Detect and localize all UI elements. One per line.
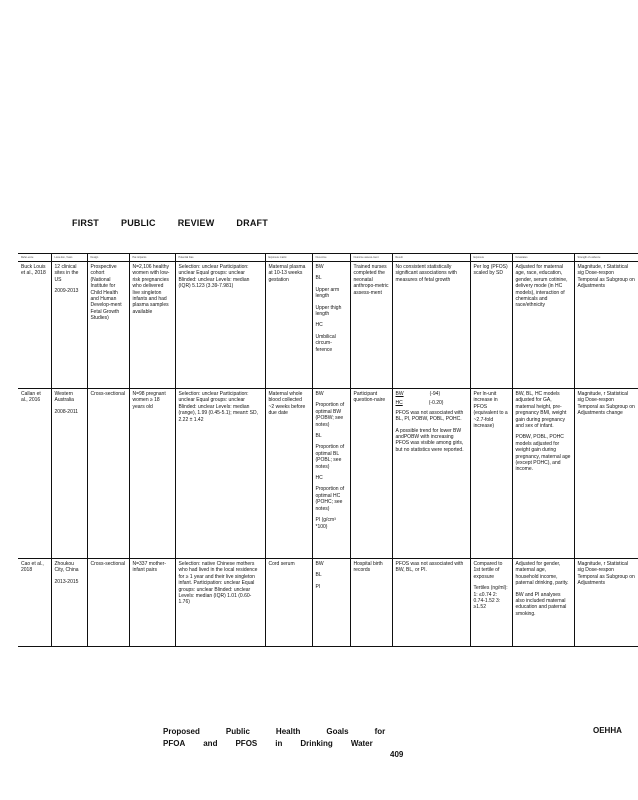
table-body — [18, 262, 638, 647]
column-header: Design — [87, 254, 129, 262]
column-header: Outcome assess-ment — [350, 254, 392, 262]
result-line — [396, 391, 467, 397]
org-name: OEHHA — [593, 726, 622, 735]
outcome-text: BL — [315, 433, 322, 440]
location-text: 2008-2011 — [54, 408, 79, 415]
cell-participants — [129, 389, 175, 559]
footer-word: in — [275, 739, 283, 748]
cell-exposure — [470, 262, 512, 389]
outcome-text: Upper thigh length — [315, 304, 342, 318]
outcome-text: BW — [315, 561, 324, 567]
outcome-text: Proportion of optimal BL (POBL; see notes) — [315, 444, 345, 470]
result-estimate: (-94) — [429, 391, 441, 397]
covariates-text: BW and PI analyses also included maternal education and paternal smoking. — [515, 591, 567, 617]
cell-design — [87, 262, 129, 389]
assessment-text: Hospital birth records — [353, 561, 383, 574]
result-line — [396, 400, 467, 406]
cell-evidence — [574, 389, 638, 559]
draft-word: FIRST — [72, 218, 99, 228]
outcome-text: BW — [315, 391, 324, 397]
evidence-text: Magnitude, r Statistical sig Dose-respon Temporal as Subgroup on Adjustments — [577, 264, 635, 290]
result-outcome: HC — [395, 400, 403, 407]
evidence-text: Magnitude, r Statistical sig Dose-respon Temporal as Subgroup on Adjustments change — [577, 391, 635, 417]
footer-word: Drinking — [300, 739, 333, 748]
column-header: Par-ticipants — [129, 254, 175, 262]
cell-participants — [129, 559, 175, 647]
location-text: 2013-2015 — [54, 578, 79, 585]
table-row — [18, 389, 638, 559]
page-number: 409 — [390, 750, 404, 759]
cell-covariates — [512, 559, 574, 647]
result-text: PFOS was not associated with BL, PI, POBW, POBL, POHC. — [395, 409, 464, 423]
footer-word: for — [374, 727, 386, 736]
result-estimate: (-0.20) — [428, 400, 444, 407]
cell-outcome — [312, 262, 350, 389]
cell-design — [87, 559, 129, 647]
cell-location — [51, 559, 87, 647]
cell-reference — [18, 389, 51, 559]
matrix-text: Cord serum — [268, 561, 295, 567]
covariates-text: Adjusted for gender, maternal age, household income, paternal drinking, parity. — [515, 561, 569, 587]
cell-covariates — [512, 262, 574, 389]
location-text: 12 clinical sites in the US — [54, 264, 79, 283]
result-text: A possible trend for lower BW andPOBW with increasing PFOS was visible among girls, but no statistics were reported. — [395, 427, 464, 453]
cell-evidence — [574, 559, 638, 647]
cell-exposure — [470, 559, 512, 647]
outcome-text: HC — [315, 322, 323, 329]
outcome-text: Proportion of optimal HC (POHC; see notes) — [315, 486, 345, 512]
outcome-text: PI (g/cm³ *100) — [315, 517, 336, 530]
footer-word: Health — [275, 727, 301, 736]
design-text: Prospective cohort (National Institute for Child Health and Human Develop-ment Fetal Growth Studies) — [90, 264, 122, 322]
footer-word: Water — [350, 739, 373, 748]
covariates-text: POBW, POBL, POHC models adjusted for weight gain during pregnancy, maternal age (except POHC), and income. — [515, 434, 571, 473]
footer-word: Public — [225, 727, 250, 736]
outcome-text: PI — [315, 583, 321, 590]
cell-matrix — [265, 262, 312, 389]
bias-text: Selection: unclear Participation: unclear Equal groups: unclear Blinded: unclear Levels: median (range), 1.99 (0.45-5.1); mean± SD, 2.22 ± 1.42 — [178, 391, 258, 423]
column-header: Covariates — [512, 254, 574, 262]
column-header: Loca-tion, Years — [51, 254, 87, 262]
draft-header — [72, 218, 268, 228]
column-header: Strength of evidence — [574, 254, 638, 262]
footer-word: Proposed — [163, 727, 200, 736]
exposure-text: Per ln-unit increase in PFOS (equivalent to a ~2.7-fold increase) — [473, 391, 508, 430]
outcome-text: Umbilical circum-ference — [315, 333, 336, 353]
evidence-text: Magnitude, r Statistical sig Dose-respon Temporal as Subgroup on Adjustments — [577, 561, 635, 587]
column-header: Out-come — [312, 254, 350, 262]
result-text: No consistent statistically significant associations with measures of fetal growth — [395, 264, 457, 283]
draft-word: PUBLIC — [121, 218, 156, 228]
bias-text: Selection: native Chinese mothers who had lived in the local residence for ≥ 1 year and their live singleton infant. Participation: unclear Equal groups: unclear Blinded: unclear Levels: median (IQR) 1.01 (0.60-1.76) — [178, 561, 258, 606]
matrix-text: Maternal whole blood collected ~2 weeks before due date — [268, 391, 306, 417]
reference-text: Callan et al., 2016 — [21, 391, 41, 404]
cell-covariates — [512, 389, 574, 559]
cell-location — [51, 389, 87, 559]
cell-matrix — [265, 389, 312, 559]
outcome-text: HC — [315, 475, 323, 482]
outcome-text: BL — [315, 275, 322, 282]
result-text: PFOS was not associated with BW, BL, or PI. — [395, 561, 464, 574]
draft-word: DRAFT — [236, 218, 268, 228]
cell-exposure — [470, 389, 512, 559]
location-text: Zhoukou City, China — [54, 561, 79, 574]
cell-result — [392, 559, 470, 647]
participants-text: N=2,106 healthy women with low-risk pregnancies who delivered live singleton infants and had plasma samples available — [132, 264, 170, 315]
cell-participants — [129, 262, 175, 389]
cell-bias — [175, 262, 265, 389]
cell-result — [392, 262, 470, 389]
outcome-text: BW — [315, 264, 324, 270]
footer-word: and — [203, 739, 218, 748]
outcome-text: Upper arm length — [315, 286, 340, 300]
participants-text: N=98 pregnant women ≥ 18 years old — [132, 391, 166, 410]
cell-bias — [175, 389, 265, 559]
cell-matrix — [265, 559, 312, 647]
column-header: Result — [392, 254, 470, 262]
draft-word: REVIEW — [177, 218, 215, 228]
cell-reference — [18, 262, 51, 389]
cell-outcome — [312, 389, 350, 559]
covariates-text: BW, BL, HC models adjusted for GA, maternal height, pre-pregnancy BMI, weight gain during pregnancy and sex of infant. — [515, 391, 567, 430]
footer-title — [163, 726, 385, 750]
reference-text: Buck Louis et al., 2018 — [21, 264, 46, 277]
column-header: Potential bias — [175, 254, 265, 262]
cell-outcome — [312, 559, 350, 647]
column-header: Refer-ence — [18, 254, 51, 262]
location-text: 2009-2013 — [54, 288, 79, 295]
design-text: Cross-sectional — [90, 391, 125, 397]
exposure-text: Compared to 1st tertile of exposure — [473, 561, 503, 580]
location-text: Western Australia — [54, 391, 74, 404]
cell-assessment — [350, 559, 392, 647]
outcome-text: Proportion of optimal BW (POBW; see notes) — [315, 402, 345, 428]
result-outcome: BW — [395, 391, 404, 397]
column-header: Exposure — [470, 254, 512, 262]
footer-word: PFOS — [235, 739, 258, 748]
footer-word: Goals — [326, 727, 349, 736]
column-header: Exposure matrix — [265, 254, 312, 262]
reference-text: Cao et al., 2018 — [21, 561, 44, 574]
cell-reference — [18, 559, 51, 647]
cell-location — [51, 262, 87, 389]
bias-text: Selection: unclear Participation: unclear Equal groups: unclear Blinded: unclear Levels: median (IQR) 5.123 (3.39-7.981) — [178, 264, 250, 290]
assessment-text: Trained nurses completed the neonatal anthropo-metric assess-ment — [353, 264, 389, 296]
outcome-text: BL — [315, 572, 322, 579]
covariates-text: Adjusted for maternal age, race, education, gender, serum cotinine, delivery mode (in HC models), interaction of chemicals and race/ethnicity — [515, 264, 568, 309]
assessment-text: Participant question-naire — [353, 391, 386, 404]
table-row — [18, 559, 638, 647]
design-text: Cross-sectional — [90, 561, 125, 567]
cell-result — [392, 389, 470, 559]
footer-word: PFOA — [163, 739, 186, 748]
exposure-text: Per log (PFOS) scaled by SD — [473, 264, 508, 277]
cell-assessment — [350, 389, 392, 559]
table-row — [18, 262, 638, 389]
cell-evidence — [574, 262, 638, 389]
matrix-text: Maternal plasma at 10-13 weeks gestation — [268, 264, 306, 283]
cell-bias — [175, 559, 265, 647]
table-header-row — [18, 254, 638, 262]
cell-assessment — [350, 262, 392, 389]
evidence-table — [18, 253, 638, 647]
participants-text: N=337 mother-infant pairs — [132, 561, 166, 574]
cell-design — [87, 389, 129, 559]
exposure-text: Tertiles (ng/ml): 1: ≤0.74 2: 0.74-1.52 3: ≥1.52 — [473, 585, 508, 611]
